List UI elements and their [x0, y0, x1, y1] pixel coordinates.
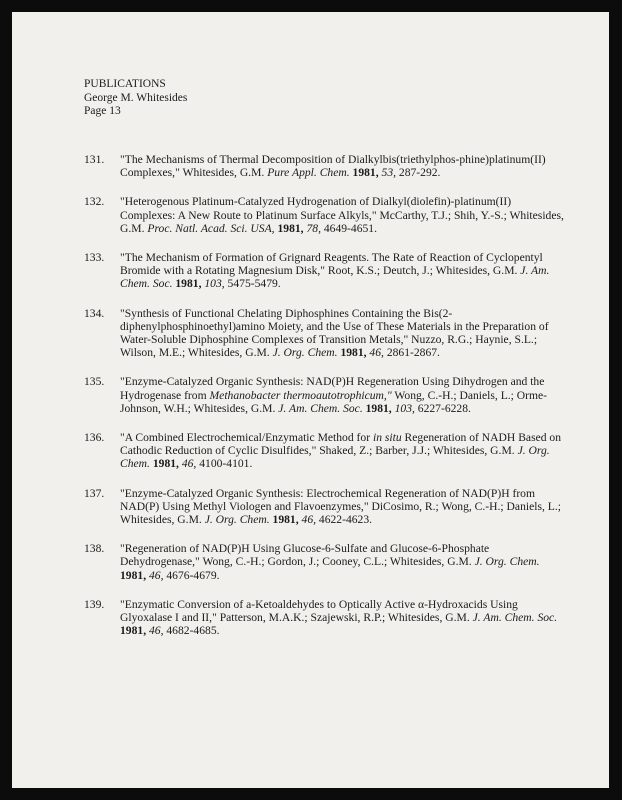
entry-journal: J. Org. Chem. — [272, 346, 338, 360]
entry-volume: 46, — [178, 457, 197, 471]
entry-volume: 46, — [146, 568, 164, 582]
entry-journal: J. Am. Chem. Soc. — [278, 401, 363, 415]
entry-year: 1981, — [172, 277, 202, 291]
entry-title: "Heterogenous Platinum-Catalyzed Hydrogenation of Dialkyl(diolefin)-platinum(II) Complexes: A New Route to Platinum Surface Alkyls," — [120, 195, 512, 222]
entry-pages: 287-292. — [396, 166, 441, 180]
entry-number: 139. — [84, 597, 105, 611]
publication-entry — [84, 195, 564, 235]
entry-pages: 2861-2867. — [383, 346, 440, 360]
entry-authors: Whitesides, G.M. — [179, 166, 268, 180]
entry-journal: J. Am. Chem. Soc. — [472, 611, 558, 625]
entry-volume: 46, — [298, 513, 317, 527]
entry-number: 131. — [84, 153, 105, 166]
entry-title: "The Mechanisms of Thermal Decomposition of Dialkylbis(triethylphos-phine)platinum(II) Complexes," — [120, 153, 546, 180]
publication-list — [84, 153, 564, 653]
publication-entry — [84, 542, 564, 582]
entry-title-italic: in situ — [372, 431, 402, 445]
entry-journal: J. Am. Chem. Soc. — [120, 264, 550, 291]
entry-authors: DiCosimo, R.; Wong, C.-H.; Daniels, L.; Whitesides, G.M. — [120, 499, 561, 527]
entry-title: "Enzyme-Catalyzed Organic Synthesis: Electrochemical Regeneration of NAD(P)H from NAD(P) Using Methyl Viologen and Flavoenzymes," — [120, 486, 535, 513]
entry-volume: 103, — [391, 401, 415, 415]
entry-title-rest: Regeneration of NADH Based on Cathodic Reduction of Cyclic Disulfides," — [120, 431, 562, 458]
entry-text — [120, 251, 564, 291]
entry-authors: Wong, C.-H.; Daniels, L.; Orme-Johnson, W.H.; Whitesides, G.M. — [120, 388, 548, 415]
entry-year: 1981, — [149, 457, 179, 471]
entry-pages: 4649-4651. — [320, 221, 378, 235]
header-title: PUBLICATIONS — [84, 78, 166, 90]
entry-text — [120, 375, 564, 415]
page-header — [84, 78, 187, 119]
entry-number: 136. — [84, 431, 105, 445]
publication-entry — [84, 375, 564, 415]
entry-authors: McCarthy, T.J.; Shih, Y.-S.; Whitesides, G.M. — [120, 208, 564, 235]
entry-authors: Shaked, Z.; Barber, J.J.; Whitesides, G.M. — [316, 444, 518, 458]
entry-volume: 46, — [366, 346, 384, 360]
entry-title: "A Combined Electrochemical/Enzymatic Method for — [120, 431, 373, 445]
publication-entry — [84, 598, 564, 638]
document-page — [12, 12, 609, 788]
entry-text — [120, 598, 564, 638]
publication-entry — [84, 307, 564, 360]
entry-year: 1981, — [349, 166, 379, 180]
entry-year: 1981, — [337, 346, 367, 360]
entry-year: 1981, — [269, 513, 299, 527]
entry-title: "The Mechanism of Formation of Grignard Reagents. The Rate of Reaction of Cyclopentyl Bromide with a Rotating Magnesium Disk," — [120, 251, 543, 278]
entry-number: 135. — [84, 375, 105, 389]
entry-number: 137. — [84, 486, 105, 500]
entry-text — [120, 153, 564, 179]
entry-pages: 4676-4679. — [163, 568, 220, 582]
entry-number: 138. — [84, 542, 105, 556]
entry-text — [120, 542, 564, 582]
entry-pages: 4100-4101. — [196, 457, 253, 471]
entry-title-italic: Methanobacter thermoautotrophicum," — [209, 388, 392, 402]
publication-entry — [84, 431, 564, 471]
entry-year: 1981, — [120, 624, 147, 638]
entry-volume: 78, — [303, 221, 321, 235]
entry-number: 134. — [84, 306, 105, 320]
entry-title: "Enzymatic Conversion of a-Ketoaldehydes to Optically Active α-Hydroxacids Using Glyoxalase I and II," — [120, 597, 518, 625]
entry-title: "Regeneration of NAD(P)H Using Glucose-6-Sulfate and Glucose-6-Phosphate Dehydrogenase," — [120, 542, 490, 569]
header-author: George M. Whitesides — [84, 91, 188, 104]
entry-pages: 4622-4623. — [316, 513, 373, 527]
publication-entry — [84, 153, 564, 179]
entry-volume: 103, — [201, 277, 225, 291]
entry-journal: J. Org. Chem. — [474, 555, 540, 569]
entry-title: "Enzyme-Catalyzed Organic Synthesis: NAD(P)H Regeneration Using Dihydrogen and the Hydrogenase from — [120, 375, 545, 402]
publication-entry — [84, 487, 564, 527]
entry-pages: 4682-4685. — [163, 624, 220, 638]
entry-year: 1981, — [274, 221, 304, 235]
header-page-number: Page 13 — [84, 105, 121, 117]
entry-authors: Nuzzo, R.G.; Haynie, S.L.; Wilson, M.E.; Whitesides, G.M. — [120, 333, 538, 360]
entry-text — [120, 431, 564, 471]
entry-journal: J. Org. Chem. — [120, 444, 550, 471]
entry-authors: Wong, C.-H.; Gordon, J.; Cooney, C.L.; Whitesides, G.M. — [199, 555, 475, 569]
publication-entry — [84, 251, 564, 291]
entry-journal: J. Org. Chem. — [204, 513, 270, 527]
entry-year: 1981, — [362, 401, 392, 415]
entry-text — [120, 195, 564, 235]
entry-volume: 53, — [378, 166, 397, 180]
entry-year: 1981, — [120, 568, 147, 582]
entry-title: "Synthesis of Functional Chelating Diphosphines Containing the Bis(2-diphenylphosphinoethyl)amino Moiety, and the Use of These Materials in the Preparation of Water-Soluble Diphosphine Complexes of Transition Metals," — [120, 306, 549, 347]
entry-pages: 6227-6228. — [414, 401, 471, 415]
entry-number: 132. — [84, 195, 105, 209]
entry-pages: 5475-5479. — [224, 277, 281, 291]
entry-text — [120, 487, 564, 527]
entry-journal: Proc. Natl. Acad. Sci. USA, — [147, 221, 275, 235]
entry-number: 133. — [84, 251, 105, 265]
entry-journal: Pure Appl. Chem. — [267, 166, 350, 180]
entry-authors: Root, K.S.; Deutch, J.; Whitesides, G.M. — [325, 264, 521, 278]
entry-text — [120, 307, 564, 360]
entry-volume: 46, — [146, 624, 164, 638]
entry-authors: Patterson, M.A.K.; Szajewski, R.P.; Whitesides, G.M. — [216, 611, 473, 625]
